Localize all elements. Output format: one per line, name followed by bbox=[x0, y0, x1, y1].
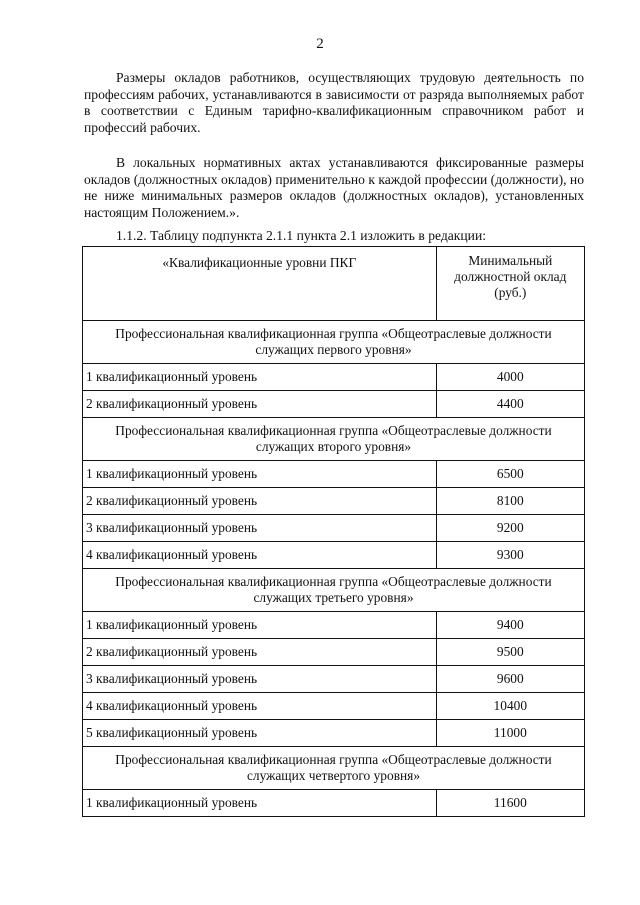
group-row bbox=[83, 569, 585, 612]
group-row bbox=[83, 321, 585, 364]
min-salary-value: 11600 bbox=[436, 790, 584, 817]
table-row bbox=[83, 391, 585, 418]
table-row bbox=[83, 515, 585, 542]
min-salary-value: 11000 bbox=[436, 720, 584, 747]
qualification-level: 2 квалификационный уровень bbox=[83, 391, 437, 418]
table-row bbox=[83, 666, 585, 693]
qualification-level: 4 квалификационный уровень bbox=[83, 693, 437, 720]
table-row bbox=[83, 461, 585, 488]
qualification-level: 1 квалификационный уровень bbox=[83, 364, 437, 391]
header-min-salary: Минимальный должностной оклад (руб.) bbox=[436, 247, 584, 321]
header-qualification-levels: «Квалификационные уровни ПКГ bbox=[83, 247, 437, 321]
table-header-row bbox=[83, 247, 585, 321]
table-row bbox=[83, 488, 585, 515]
min-salary-value: 9400 bbox=[436, 612, 584, 639]
table-row bbox=[83, 542, 585, 569]
min-salary-value: 8100 bbox=[436, 488, 584, 515]
qualification-level: 2 квалификационный уровень bbox=[83, 639, 437, 666]
qualification-level: 2 квалификационный уровень bbox=[83, 488, 437, 515]
qualification-level: 1 квалификационный уровень bbox=[83, 612, 437, 639]
min-salary-value: 10400 bbox=[436, 693, 584, 720]
table-row bbox=[83, 693, 585, 720]
qualification-level: 1 квалификационный уровень bbox=[83, 790, 437, 817]
table-intro: 1.1.2. Таблицу подпункта 2.1.1 пункта 2.1 изложить в редакции: bbox=[116, 228, 486, 243]
group-title: Профессиональная квалификационная группа «Общеотраслевые должности служащих третьего уровня» bbox=[83, 569, 585, 612]
page-number: 2 bbox=[316, 36, 324, 52]
qualification-level: 3 квалификационный уровень bbox=[83, 666, 437, 693]
min-salary-value: 9300 bbox=[436, 542, 584, 569]
table-row bbox=[83, 639, 585, 666]
group-title: Профессиональная квалификационная группа «Общеотраслевые должности служащих четвертого уровня» bbox=[83, 747, 585, 790]
min-salary-value: 4000 bbox=[436, 364, 584, 391]
qualification-level: 4 квалификационный уровень bbox=[83, 542, 437, 569]
paragraph-worker-salaries: Размеры окладов работников, осуществляющих трудовую деятельность по профессиям рабочих, устанавливаются в зависимости от разряда выполняемых работ в соответствии с Единым тарифно-квалификационным справочником работ и профессий рабочих. bbox=[84, 70, 584, 135]
qualification-level: 3 квалификационный уровень bbox=[83, 515, 437, 542]
group-row bbox=[83, 418, 585, 461]
paragraph-local-acts: В локальных нормативных актах устанавливаются фиксированные размеры окладов (должностных окладов) применительно к каждой профессии (должности), но не ниже минимальных размеров окладов (должностных окладов), установленных настоящим Положением.». bbox=[84, 155, 584, 220]
group-title: Профессиональная квалификационная группа «Общеотраслевые должности служащих первого уровня» bbox=[83, 321, 585, 364]
table-row bbox=[83, 790, 585, 817]
min-salary-value: 9600 bbox=[436, 666, 584, 693]
min-salary-value: 6500 bbox=[436, 461, 584, 488]
table-row bbox=[83, 612, 585, 639]
group-row bbox=[83, 747, 585, 790]
min-salary-value: 9200 bbox=[436, 515, 584, 542]
qualification-level: 1 квалификационный уровень bbox=[83, 461, 437, 488]
min-salary-value: 4400 bbox=[436, 391, 584, 418]
salary-table-body bbox=[83, 247, 585, 817]
min-salary-value: 9500 bbox=[436, 639, 584, 666]
table-row bbox=[83, 720, 585, 747]
qualification-level: 5 квалификационный уровень bbox=[83, 720, 437, 747]
table-row bbox=[83, 364, 585, 391]
salary-table bbox=[82, 246, 585, 817]
group-title: Профессиональная квалификационная группа «Общеотраслевые должности служащих второго уровня» bbox=[83, 418, 585, 461]
